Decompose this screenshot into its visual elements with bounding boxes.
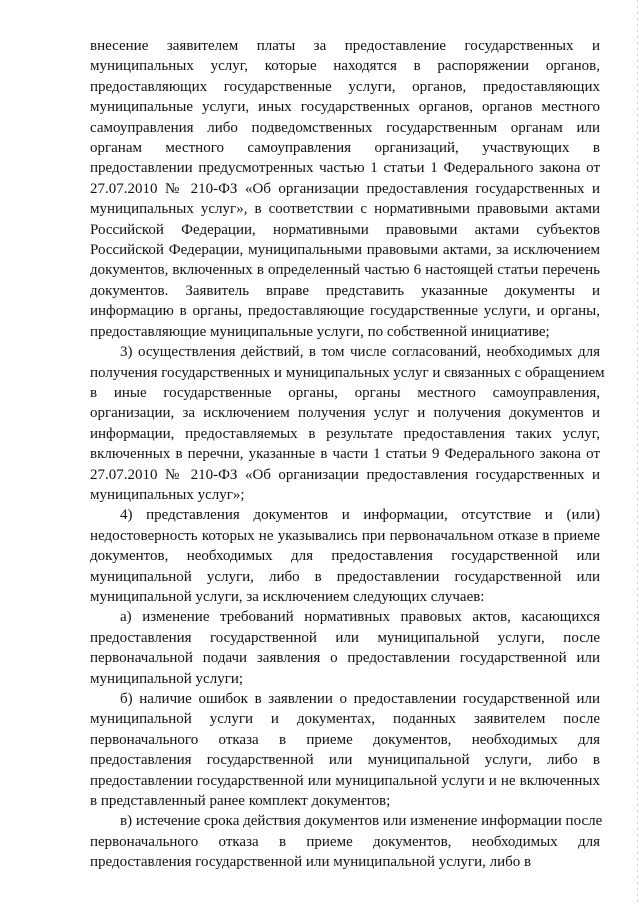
text-line: предоставляющих государственные услуги, органов, предоставляющих — [90, 78, 600, 95]
text-line: муниципальных услуг, которые находятся в распоряжении органов, — [90, 58, 600, 75]
text-line: а) изменение требований нормативных правовых актов, касающихся — [120, 609, 600, 626]
text-line: 27.07.2010 № 210-ФЗ «Об организации предоставления государственных и — [90, 180, 600, 197]
text-line: предоставления государственной или муниципальной услуги, либо в — [90, 752, 600, 769]
paragraph — [90, 36, 600, 342]
text-line: муниципальной услуги и документах, поданных заявителем после — [90, 711, 600, 728]
text-line: в) истечение срока действия документов или изменение информации после — [120, 813, 603, 830]
text-line: муниципальных услуг»; — [90, 486, 245, 503]
text-line: 4) представления документов и информации, отсутствие и (или) — [120, 507, 600, 524]
text-line: предоставлении государственной или муниципальной услуги и не включенных — [90, 772, 600, 789]
paragraph — [90, 505, 600, 607]
paragraph — [90, 689, 600, 811]
text-line: предоставления государственной или муниципальной услуги, после — [90, 629, 600, 646]
paragraph — [90, 342, 605, 505]
text-line: муниципальной услуги, либо в предоставлении государственной или — [90, 568, 600, 585]
text-line: муниципальной услуги, за исключением следующих случаев: — [90, 588, 485, 605]
text-line: органам местного самоуправления организаций, участвующих в — [90, 140, 600, 157]
text-line: муниципальных услуг», в соответствии с нормативными правовыми актами — [90, 201, 600, 218]
text-line: самоуправления либо подведомственных государственным органам или — [90, 119, 600, 136]
text-line: документов, необходимых для предоставления государственной или — [90, 548, 600, 565]
paragraph — [90, 811, 603, 872]
text-line: предоставляющие муниципальные услуги, по собственной инициативе; — [90, 323, 550, 340]
text-line: в иные государственные органы, органы местного самоуправления, — [90, 384, 600, 401]
text-line: Российской Федерации, муниципальными правовыми актами, за исключением — [90, 242, 600, 259]
text-line: включенных в перечни, указанные в части 1 статьи 9 Федерального закона от — [90, 446, 600, 463]
text-line: внесение заявителем платы за предоставление государственных и — [90, 38, 600, 54]
text-line: получения государственных и муниципальных услуг и связанных с обращением — [90, 364, 605, 381]
text-line: документов. Заявитель вправе представить указанные документы и — [90, 282, 600, 299]
document-body — [90, 36, 605, 873]
text-line: муниципальные услуги, иных государственных органов, органов местного — [90, 99, 600, 116]
paragraph — [90, 607, 600, 689]
text-line: информацию в органы, предоставляющие государственные услуги, и органы, — [90, 303, 600, 320]
text-line: б) наличие ошибок в заявлении о предоставлении государственной или — [120, 691, 600, 707]
text-line: информации, предоставляемых в результате предоставления таких услуг, — [90, 425, 600, 442]
text-line: первоначальной подачи заявления о предоставлении государственной или — [90, 650, 600, 667]
text-line: предоставления государственной или муниципальной услуги, либо в — [90, 854, 532, 871]
text-line: в представленный ранее комплект документов; — [90, 793, 391, 810]
scan-edge-artifact — [637, 0, 638, 905]
text-line: предоставлении предусмотренных частью 1 статьи 1 Федерального закона от — [90, 160, 600, 177]
text-line: документов, включенных в определенный частью 6 настоящей статьи перечень — [90, 262, 600, 279]
text-line: 27.07.2010 № 210-ФЗ «Об организации предоставления государственных и — [90, 466, 600, 483]
text-line: организации, за исключением получения услуг и получения документов и — [90, 405, 600, 422]
text-line: первоначального отказа в приеме документов, необходимых для — [90, 731, 600, 748]
text-line: 3) осуществления действий, в том числе согласований, необходимых для — [120, 344, 600, 361]
text-line: первоначального отказа в приеме документов, необходимых для — [90, 833, 600, 850]
text-line: недостоверность которых не указывались при первоначальном отказе в приеме — [90, 527, 600, 544]
text-line: Российской Федерации, нормативными правовыми актами субъектов — [90, 221, 600, 238]
text-line: муниципальной услуги; — [90, 670, 244, 687]
